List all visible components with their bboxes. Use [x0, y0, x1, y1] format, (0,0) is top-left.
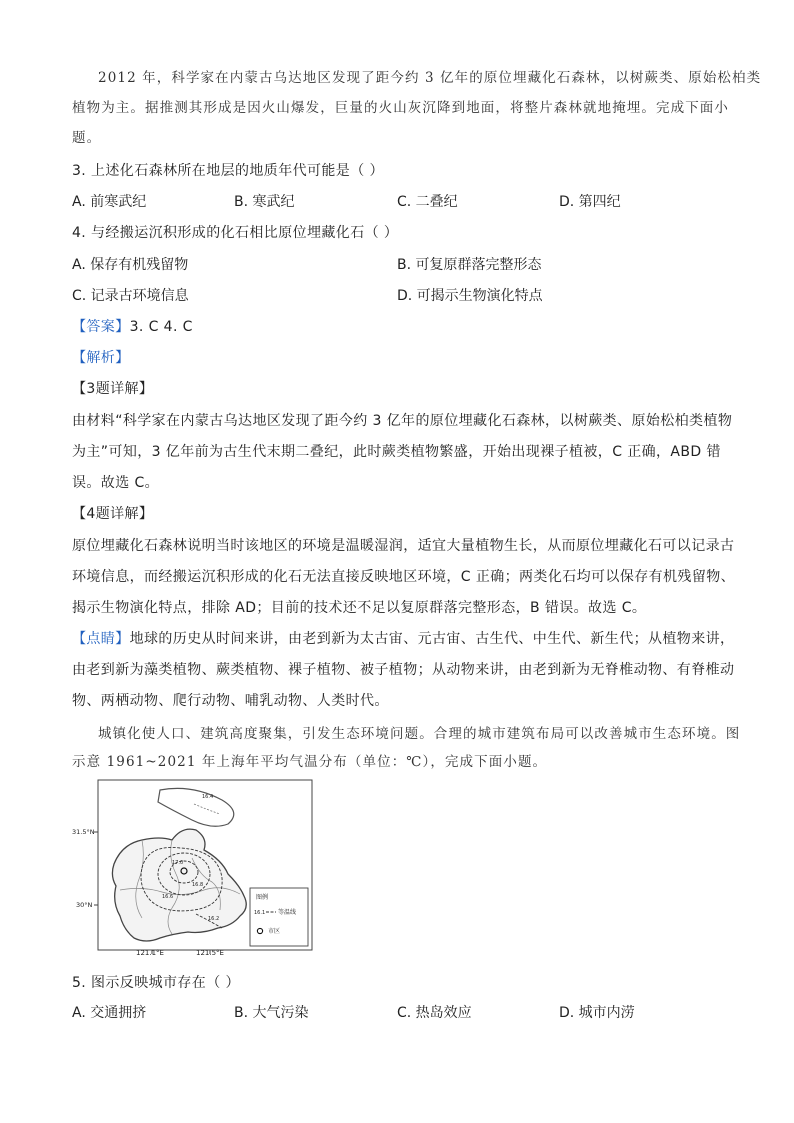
tips-first: 地球的历史从时间来讲，由老到新为太古宙、元古宙、古生代、中生代、新生代；从植物来讲， — [129, 631, 735, 647]
detail-3-line-3: 误。故选 C。 — [72, 475, 160, 491]
iso-label: 16.8 — [192, 882, 204, 888]
q5-option-b: B. 大气污染 — [234, 1005, 309, 1021]
tips-line-1 — [72, 629, 734, 649]
detail-4-line-2: 环境信息，而经搬运沉积形成的化石无法直接反映地区环境，C 正确；两类化石均可以保存有机残留物、 — [72, 569, 736, 585]
q5-option-c: C. 热岛效应 — [397, 1005, 472, 1021]
answer-text: 3. C 4. C — [129, 319, 193, 335]
detail-3-line-2: 为主”可知，3 亿年前为古生代末期二叠纪，此时蕨类植物繁盛，开始出现裸子植被，C 正确，ABD 错 — [72, 444, 721, 460]
question-5-stem: 5. 图示反映城市存在（ ） — [72, 975, 240, 991]
q3-option-a: A. 前寒武纪 — [72, 194, 147, 210]
legend-isotherm-value: 16.1 — [254, 910, 266, 916]
q3-option-b: B. 寒武纪 — [234, 194, 295, 210]
question-4-stem: 4. 与经搬运沉积形成的化石相比原位埋藏化石（ ） — [72, 225, 399, 241]
q4-option-b: B. 可复原群落完整形态 — [397, 257, 542, 273]
answer-tag: 【答案】 — [72, 319, 130, 335]
passage1-line-1: 2012 年，科学家在内蒙古乌达地区发现了距今约 3 亿年的原位埋藏化石森林，以树蕨类、原始松柏类 — [98, 70, 762, 86]
tips-line-3: 物、两栖动物、爬行动物、哺乳动物、人类时代。 — [72, 693, 389, 709]
answer-line — [72, 317, 193, 337]
question-3-stem: 3. 上述化石森林所在地层的地质年代可能是（ ） — [72, 163, 384, 179]
lon-label-left: 121.1°E — [136, 949, 164, 957]
lat-label-bottom: 30°N — [76, 901, 93, 909]
q4-option-d: D. 可揭示生物演化特点 — [397, 288, 543, 304]
lon-label-right: 121.5°E — [196, 949, 224, 957]
legend-city-label: 市区 — [268, 928, 281, 935]
q3-option-c: C. 二叠纪 — [397, 194, 458, 210]
detail-3-tag: 【3题详解】 — [72, 381, 154, 397]
analysis-tag: 【解析】 — [72, 350, 130, 366]
passage1-line-3: 题。 — [72, 130, 102, 146]
lat-label-top: 31.5°N — [72, 828, 95, 836]
shanghai-temperature-map — [72, 778, 316, 958]
chongming-island — [158, 788, 234, 826]
iso-label: 16.2 — [208, 916, 220, 922]
analysis-line — [72, 348, 130, 368]
iso-label: 16.4 — [202, 794, 214, 800]
tips-tag: 【点睛】 — [72, 631, 130, 647]
q4-option-c: C. 记录古环境信息 — [72, 288, 189, 304]
passage1-line-2: 植物为主。据推测其形成是因火山爆发，巨量的火山灰沉降到地面，将整片森林就地掩埋。完成下面小 — [72, 100, 729, 116]
passage2-line-1: 城镇化使人口、建筑高度聚集，引发生态环境问题。合理的城市建筑布局可以改善城市生态环境。图 — [98, 726, 741, 742]
map-svg — [72, 778, 316, 958]
detail-4-line-3: 揭示生物演化特点，排除 AD；目前的技术还不足以复原群落完整形态，B 错误。故选 C。 — [72, 600, 647, 616]
detail-3-line-1: 由材料“科学家在内蒙古乌达地区发现了距今约 3 亿年的原位埋藏化石森林，以树蕨类、原始松柏类植物 — [72, 413, 733, 429]
tips-line-2: 由老到新为藻类植物、蕨类植物、裸子植物、被子植物；从动物来讲，由老到新为无脊椎动物、有脊椎动 — [72, 662, 735, 678]
legend-isotherm-label: 等温线 — [278, 909, 297, 916]
passage2-line-2: 示意 1961~2021 年上海年平均气温分布（单位：℃），完成下面小题。 — [72, 754, 548, 770]
legend-title: 图例 — [256, 894, 269, 901]
q5-option-d: D. 城市内涝 — [559, 1005, 635, 1021]
q5-option-a: A. 交通拥挤 — [72, 1005, 147, 1021]
iso-label: 16.6 — [162, 894, 174, 900]
detail-4-line-1: 原位埋藏化石森林说明当时该地区的环境是温暖湿润，适宜大量植物生长，从而原位埋藏化石可以记录古 — [72, 538, 735, 554]
iso-label: 17.0 — [172, 860, 184, 866]
q3-option-d: D. 第四纪 — [559, 194, 621, 210]
detail-4-tag: 【4题详解】 — [72, 506, 154, 522]
q4-option-a: A. 保存有机残留物 — [72, 257, 189, 273]
